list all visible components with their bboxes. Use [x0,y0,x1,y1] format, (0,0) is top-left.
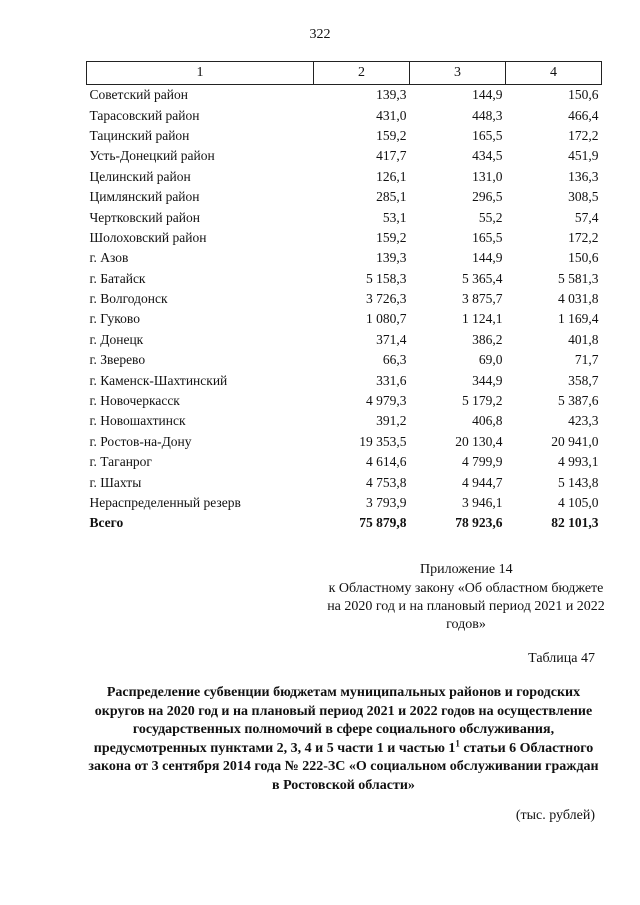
table-row [87,309,602,329]
row-label: Чертковский район [89,209,200,225]
row-value: 4 031,8 [558,291,599,307]
row-value: 159,2 [376,229,407,245]
row-value: 3 875,7 [462,291,503,307]
row-value: 4 614,6 [366,454,407,470]
row-label: г. Зверево [89,352,146,368]
table-row [87,411,602,431]
table-row [87,167,602,187]
row-value: 5 179,2 [462,393,503,409]
table-row [87,330,602,350]
row-value: 144,9 [472,250,503,266]
table-title [86,684,601,795]
row-value: 131,0 [472,168,503,184]
table-row [87,350,602,370]
row-value: 139,3 [376,87,407,103]
row-value: 172,2 [568,127,599,143]
row-value: 5 365,4 [462,270,503,286]
row-label: Тарасовский район [89,107,200,123]
row-value: 126,1 [376,168,407,184]
table-row [87,85,602,106]
row-value: 19 353,5 [359,433,407,449]
column-header: 2 [314,62,410,85]
table-row [87,105,602,125]
row-value: 66,3 [382,352,407,368]
row-value: 4 799,9 [462,454,503,470]
row-value: 20 130,4 [455,433,503,449]
table-row [87,432,602,452]
title-main: Распределение субвенции бюджетам муниципальных районов и городских округов на 2020 год и на плановый период 2021 и 2022 годов на осуществление государственных полномочий в сфере социального обслуживания, предусмотренных пунктами 2, 3, 4 и 5 части 1 и частью 1 [93,685,593,756]
column-header: 3 [410,62,506,85]
row-value: 150,6 [568,250,599,266]
title-tail: статьи 6 Областного закона от 3 сентября 2014 года № 222-ЗС «О социальном обслуживании граждан в Ростовской области» [88,740,599,793]
row-value: 55,2 [478,209,503,225]
row-value: 144,9 [472,87,503,103]
total-row [87,513,602,533]
row-value: 358,7 [568,372,599,388]
row-label: г. Шахты [89,474,142,490]
table-row [87,391,602,411]
row-value: 3 946,1 [462,495,503,510]
row-value: 371,4 [376,331,407,347]
table-row [87,248,602,268]
row-value: 434,5 [472,148,503,164]
row-value: 57,4 [574,209,599,225]
row-value: 401,8 [568,331,599,347]
row-value: 5 143,8 [558,474,599,490]
row-value: 69,0 [478,352,503,368]
row-value: 78 923,6 [455,515,503,531]
row-value: 165,5 [472,127,503,143]
row-value: 165,5 [472,229,503,245]
table-row [87,146,602,166]
table-row [87,370,602,390]
row-value: 53,1 [382,209,407,225]
row-value: 296,5 [472,189,503,205]
row-value: 5 581,3 [558,270,599,286]
row-value: 4 105,0 [558,495,599,510]
table-row [87,269,602,289]
row-label: Шолоховский район [89,229,207,245]
row-value: 75 879,8 [359,515,407,531]
budget-table [86,61,602,534]
row-label: Цимлянский район [89,189,200,205]
row-value: 139,3 [376,250,407,266]
row-value: 417,7 [376,148,407,164]
table-number: Таблица 47 [528,651,595,666]
table-header-row [87,62,602,85]
row-label: г. Волгодонск [89,291,168,307]
column-header: 1 [87,62,314,85]
row-label: г. Батайск [89,270,146,286]
units-label: (тыс. рублей) [515,808,595,823]
row-value: 5 158,3 [366,270,407,286]
table-row [87,472,602,492]
row-label: Усть-Донецкий район [89,148,215,164]
row-label: г. Ростов-на-Дону [89,433,192,449]
row-value: 331,6 [376,372,407,388]
row-value: 406,8 [472,413,503,429]
row-value: 3 726,3 [366,291,407,307]
table-row [87,289,602,309]
row-label: г. Каменск-Шахтинский [89,372,228,388]
appendix-label: Приложение 14 [420,562,513,577]
row-value: 386,2 [472,331,503,347]
table-row [87,452,602,472]
row-label: г. Новочеркасск [89,393,180,409]
row-label: Тацинский район [89,127,190,143]
row-value: 423,3 [568,413,599,429]
row-value: 448,3 [472,107,503,123]
row-value: 451,9 [568,148,599,164]
row-value: 4 993,1 [558,454,599,470]
table-row [87,187,602,207]
row-value: 5 387,6 [558,393,599,409]
row-label: г. Гуково [89,311,140,327]
table-row [87,207,602,227]
row-value: 344,9 [472,372,503,388]
row-value: 82 101,3 [551,515,599,531]
law-reference: к Областному закону «Об областном бюджете на 2020 год и на плановый период 2021 и 2022 годов» [327,581,605,632]
row-label: Нераспределенный резерв [89,495,241,510]
row-label: г. Таганрог [89,454,152,470]
row-label: г. Новошахтинск [89,413,186,429]
row-label: Всего [89,515,124,531]
column-header: 4 [506,62,602,85]
row-value: 172,2 [568,229,599,245]
row-value: 3 793,9 [366,495,407,510]
row-value: 1 169,4 [558,311,599,327]
row-value: 308,5 [568,189,599,205]
row-label: Советский район [89,87,188,103]
table-body [87,85,602,534]
row-value: 150,6 [568,87,599,103]
row-value: 4 979,3 [366,393,407,409]
row-value: 4 944,7 [462,474,503,490]
row-value: 4 753,8 [366,474,407,490]
page-number: 322 [309,27,331,42]
table-row [87,228,602,248]
row-value: 466,4 [568,107,599,123]
row-value: 1 080,7 [366,311,407,327]
title-superscript: 1 [455,737,460,748]
row-value: 285,1 [376,189,407,205]
table-row [87,126,602,146]
row-value: 1 124,1 [462,311,503,327]
row-value: 431,0 [376,107,407,123]
row-value: 20 941,0 [551,433,599,449]
row-label: г. Азов [89,250,129,266]
table-row [87,493,602,513]
row-value: 159,2 [376,127,407,143]
row-label: Целинский район [89,168,191,184]
row-value: 136,3 [568,168,599,184]
row-value: 391,2 [376,413,407,429]
row-label: г. Донецк [89,331,144,347]
row-value: 71,7 [574,352,599,368]
